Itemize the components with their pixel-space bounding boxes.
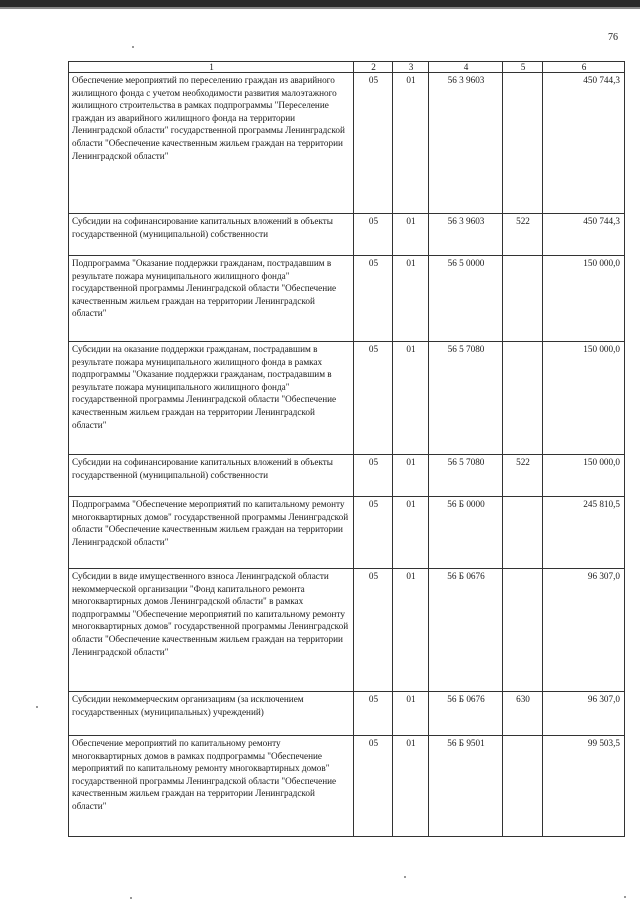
row-name: Обеспечение мероприятий по переселению граждан из аварийного жилищного фонда с учетом необходимости развития малоэтажного жилищного строительства в рамках подпрограммы "Переселение граждан из аварийного жилищного фонда на территории Ленинградской области" государственной программы Ленинградской области "Обеспечение качественным жильем граждан на территории Ленинградской области" — [69, 73, 354, 214]
scan-speck — [130, 897, 132, 899]
scan-speck — [36, 706, 38, 708]
row-subsection-code: 01 — [393, 455, 429, 497]
row-target-code: 56 3 9603 — [429, 73, 503, 214]
row-subsection-code: 01 — [393, 214, 429, 256]
row-expense-type — [503, 569, 543, 692]
row-name: Обеспечение мероприятий по капитальному ремонту многоквартирных домов в рамках подпрограммы "Обеспечение мероприятий по капитальному ремонту многоквартирных домов" государственной программы Ленинградской области "Обеспечение качественным жильем граждан на территории Ленинградской области" — [69, 736, 354, 837]
scan-speck — [404, 876, 406, 878]
row-section-code: 05 — [354, 692, 393, 736]
row-name: Подпрограмма "Обеспечение мероприятий по капитальному ремонту многоквартирных домов" государственной программы Ленинградской области "Обеспечение качественным жильем граждан на территории Ленинградской области" — [69, 497, 354, 569]
scan-edge-shadow — [0, 7, 640, 9]
row-target-code: 56 3 9603 — [429, 214, 503, 256]
column-header-5: 5 — [503, 62, 543, 73]
row-amount: 150 000,0 — [543, 342, 625, 455]
row-subsection-code: 01 — [393, 342, 429, 455]
row-section-code: 05 — [354, 342, 393, 455]
row-subsection-code: 01 — [393, 497, 429, 569]
table-row — [69, 214, 625, 256]
row-target-code: 56 5 7080 — [429, 455, 503, 497]
row-expense-type: 630 — [503, 692, 543, 736]
row-amount: 96 307,0 — [543, 569, 625, 692]
table-row — [69, 736, 625, 837]
row-name: Субсидии на софинансирование капитальных вложений в объекты государственной (муниципальной) собственности — [69, 455, 354, 497]
row-name: Субсидии на софинансирование капитальных вложений в объекты государственной (муниципальной) собственности — [69, 214, 354, 256]
row-subsection-code: 01 — [393, 692, 429, 736]
table-row — [69, 497, 625, 569]
budget-table — [68, 61, 625, 837]
row-expense-type: 522 — [503, 455, 543, 497]
row-target-code: 56 Б 0676 — [429, 692, 503, 736]
page-number: 76 — [608, 32, 618, 43]
row-section-code: 05 — [354, 497, 393, 569]
row-target-code: 56 5 0000 — [429, 256, 503, 342]
row-section-code: 05 — [354, 569, 393, 692]
row-expense-type — [503, 342, 543, 455]
row-expense-type — [503, 73, 543, 214]
scan-edge-bar — [0, 0, 640, 7]
row-section-code: 05 — [354, 736, 393, 837]
row-subsection-code: 01 — [393, 73, 429, 214]
row-amount: 150 000,0 — [543, 256, 625, 342]
table-row — [69, 455, 625, 497]
row-amount: 99 503,5 — [543, 736, 625, 837]
row-subsection-code: 01 — [393, 569, 429, 692]
row-subsection-code: 01 — [393, 256, 429, 342]
row-amount: 245 810,5 — [543, 497, 625, 569]
column-header-2: 2 — [354, 62, 393, 73]
table-row — [69, 342, 625, 455]
column-header-4: 4 — [429, 62, 503, 73]
row-target-code: 56 5 7080 — [429, 342, 503, 455]
row-expense-type — [503, 497, 543, 569]
row-target-code: 56 Б 0676 — [429, 569, 503, 692]
row-expense-type — [503, 736, 543, 837]
scan-speck — [624, 896, 626, 898]
row-target-code: 56 Б 0000 — [429, 497, 503, 569]
row-target-code: 56 Б 9501 — [429, 736, 503, 837]
row-amount: 96 307,0 — [543, 692, 625, 736]
row-section-code: 05 — [354, 455, 393, 497]
table-row — [69, 692, 625, 736]
row-amount: 150 000,0 — [543, 455, 625, 497]
row-subsection-code: 01 — [393, 736, 429, 837]
table-row — [69, 73, 625, 214]
table-row — [69, 569, 625, 692]
row-name: Субсидии на оказание поддержки гражданам, пострадавшим в результате пожара муниципального жилищного фонда в рамках подпрограммы "Оказание поддержки гражданам, пострадавшим в результате пожара муниципального жилищного фонда" государственной программы Ленинградской области "Обеспечение качественным жильем граждан на территории Ленинградской области" — [69, 342, 354, 455]
scan-speck — [132, 46, 134, 48]
row-section-code: 05 — [354, 214, 393, 256]
column-header-1: 1 — [69, 62, 354, 73]
column-header-6: 6 — [543, 62, 625, 73]
column-header-3: 3 — [393, 62, 429, 73]
row-amount: 450 744,3 — [543, 214, 625, 256]
row-name: Субсидии некоммерческим организациям (за исключением государственных (муниципальных) учреждений) — [69, 692, 354, 736]
row-name: Подпрограмма "Оказание поддержки гражданам, пострадавшим в результате пожара муниципального жилищного фонда" государственной программы Ленинградской области "Обеспечение качественным жильем граждан на территории Ленинградской области" — [69, 256, 354, 342]
row-name: Субсидии в виде имущественного взноса Ленинградской области некоммерческой организации "Фонд капитального ремонта многоквартирных домов Ленинградской области" в рамках подпрограммы "Обеспечение мероприятий по капитальному ремонту многоквартирных домов" государственной программы Ленинградской области "Обеспечение качественным жильем граждан на территории Ленинградской области" — [69, 569, 354, 692]
row-expense-type — [503, 256, 543, 342]
table-header-row — [69, 62, 625, 73]
row-section-code: 05 — [354, 73, 393, 214]
row-expense-type: 522 — [503, 214, 543, 256]
row-section-code: 05 — [354, 256, 393, 342]
table-row — [69, 256, 625, 342]
row-amount: 450 744,3 — [543, 73, 625, 214]
